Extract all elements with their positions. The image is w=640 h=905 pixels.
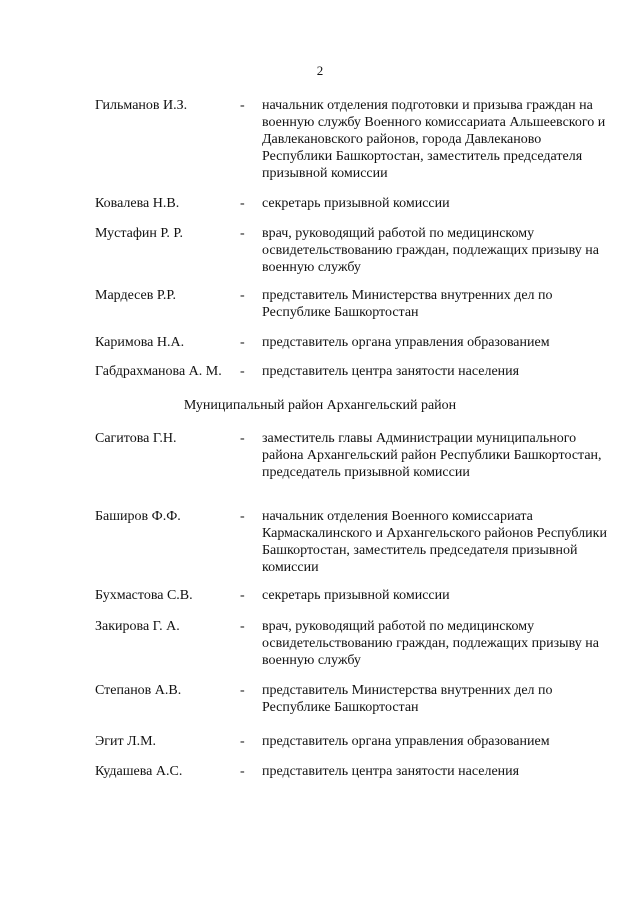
dash-separator: - bbox=[240, 588, 245, 603]
member-name: Закирова Г. А. bbox=[95, 619, 180, 634]
dash-separator: - bbox=[240, 734, 245, 749]
member-role: представитель центра занятости населения bbox=[262, 764, 520, 779]
dash-separator: - bbox=[240, 431, 245, 446]
member-name: Каримова Н.А. bbox=[95, 335, 185, 350]
dash-separator: - bbox=[240, 335, 245, 350]
member-name: Степанов А.В. bbox=[95, 683, 182, 698]
member-role: заместитель главы Администрации муниципального района Архангельский район Республики Башкортостан, председатель призывной комиссии bbox=[262, 431, 602, 480]
dash-separator: - bbox=[240, 683, 245, 698]
dash-separator: - bbox=[240, 288, 245, 303]
member-role: секретарь призывной комиссии bbox=[262, 588, 450, 603]
member-name: Мардесев Р.Р. bbox=[95, 288, 176, 303]
dash-separator: - bbox=[240, 764, 245, 779]
member-name: Гильманов И.З. bbox=[95, 98, 188, 113]
member-role: представитель Министерства внутренних дел по Республике Башкортостан bbox=[262, 683, 553, 715]
member-role: начальник отделения Военного комиссариата Кармаскалинского и Архангельского районов Республики Башкортостан, заместитель председателя призывной комиссии bbox=[262, 509, 607, 575]
member-role: представитель органа управления образованием bbox=[262, 734, 550, 749]
dash-separator: - bbox=[240, 196, 245, 211]
dash-separator: - bbox=[240, 509, 245, 524]
member-name: Габдрахманова А. М. bbox=[95, 364, 222, 379]
member-role: врач, руководящий работой по медицинскому освидетельствованию граждан, подлежащих призыву на военную службу bbox=[262, 619, 599, 668]
member-role: представитель органа управления образованием bbox=[262, 335, 550, 350]
member-role: секретарь призывной комиссии bbox=[262, 196, 450, 211]
member-role: представитель Министерства внутренних дел по Республике Башкортостан bbox=[262, 288, 553, 320]
page-number: 2 bbox=[316, 63, 324, 78]
member-name: Ковалева Н.В. bbox=[95, 196, 180, 211]
dash-separator: - bbox=[240, 619, 245, 634]
dash-separator: - bbox=[240, 98, 245, 113]
dash-separator: - bbox=[240, 364, 245, 379]
member-role: представитель центра занятости населения bbox=[262, 364, 520, 379]
member-name: Бухмастова С.В. bbox=[95, 588, 193, 603]
member-name: Эгит Л.М. bbox=[95, 734, 157, 749]
section-heading: Муниципальный район Архангельский район bbox=[183, 398, 457, 413]
member-role: врач, руководящий работой по медицинскому освидетельствованию граждан, подлежащих призыву на военную службу bbox=[262, 226, 599, 275]
dash-separator: - bbox=[240, 226, 245, 241]
member-name: Баширов Ф.Ф. bbox=[95, 509, 181, 524]
member-name: Мустафин Р. Р. bbox=[95, 226, 183, 241]
member-role: начальник отделения подготовки и призыва граждан на военную службу Военного комиссариата Альшеевского и Давлекановского районов, города Давлеканово Республики Башкортостан, заместитель председателя призывной комиссии bbox=[262, 98, 606, 181]
member-name: Сагитова Г.Н. bbox=[95, 431, 177, 446]
member-name: Кудашева А.С. bbox=[95, 764, 183, 779]
